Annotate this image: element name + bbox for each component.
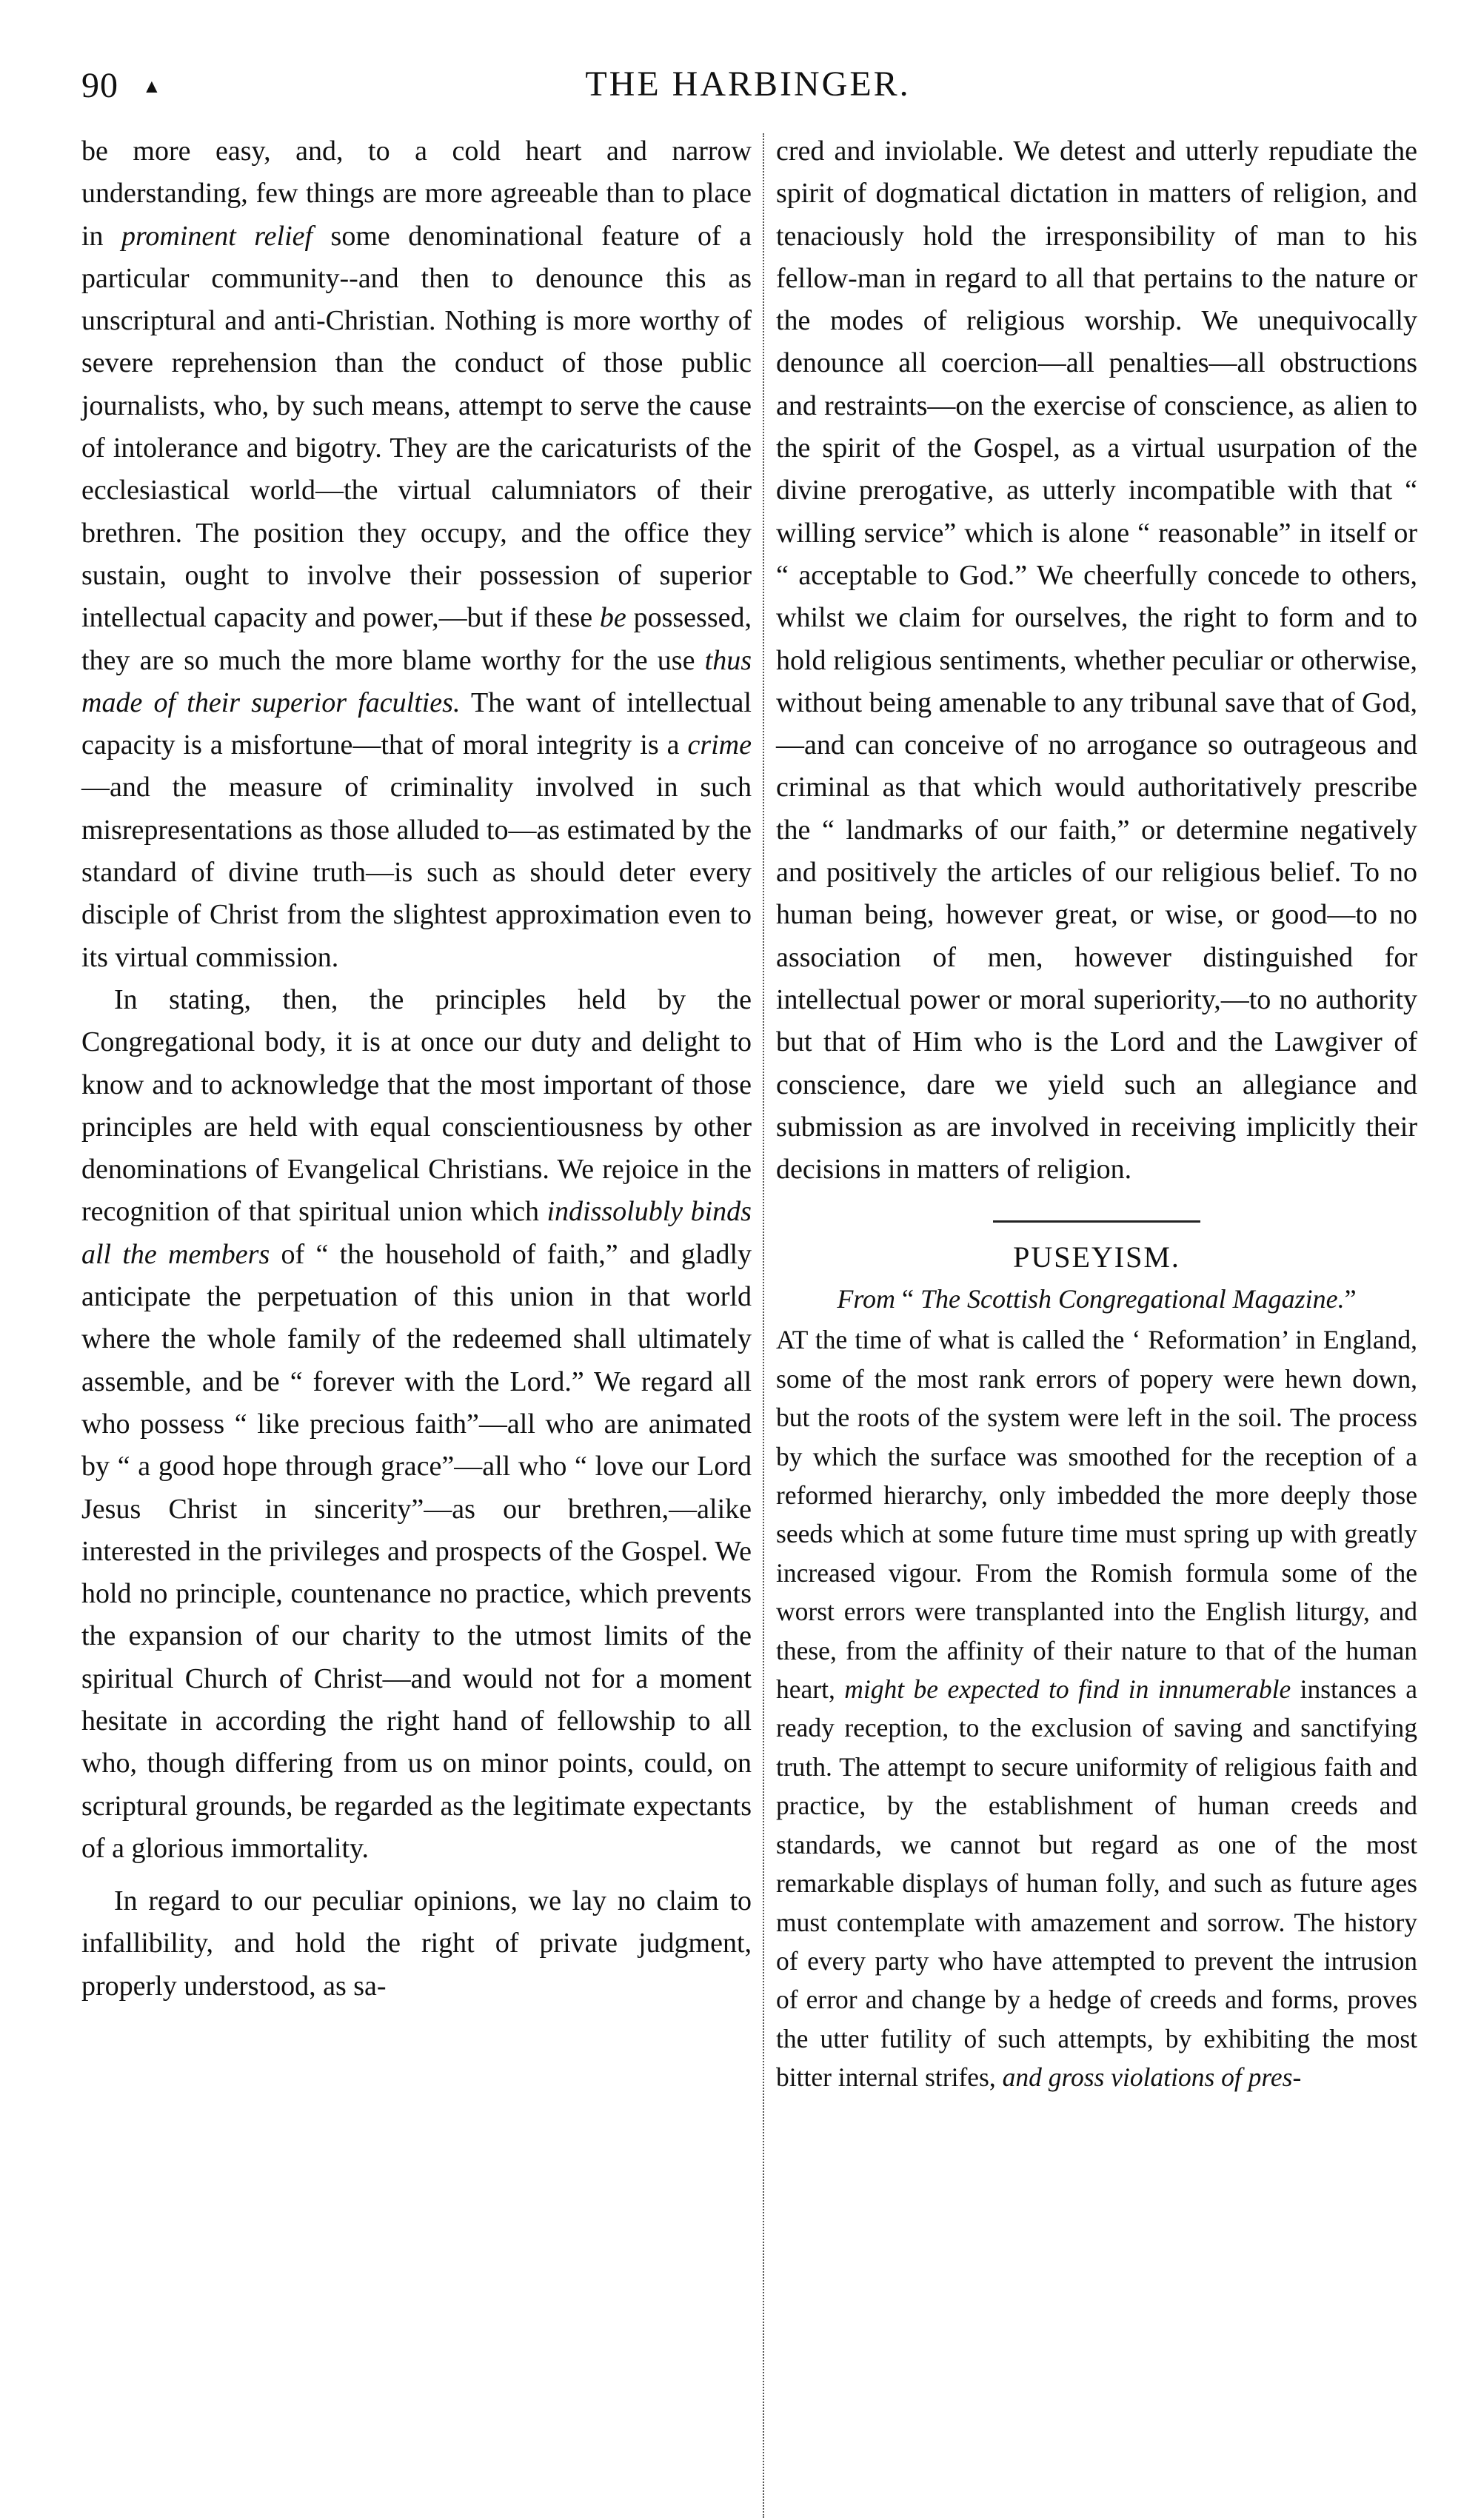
italic-run: might be expected to find in innumerable (844, 1674, 1291, 1705)
text-run: be more easy, and, to a cold heart and narrow understanding, few things are more agreeable than to place in (81, 136, 752, 252)
right-column (776, 130, 1417, 2500)
text-run: —and the measure of criminality involved in such misrepresentations as those alluded to—as estimated by the standard of divine truth—is such as should deter every disciple of Christ from the slightest approximation even to its virtual commission. (81, 772, 752, 973)
italic-run: and gross violations of pres- (1002, 2062, 1302, 2093)
column-divider (763, 133, 764, 2518)
article-source (776, 1278, 1417, 1320)
italic-run: From (837, 1284, 896, 1314)
page-number: 90 (81, 66, 118, 105)
text-run: possessed, they are so much the more blame worthy for the use (81, 602, 752, 676)
text-run: ” (1344, 1284, 1357, 1314)
paragraph-left-2 (81, 979, 752, 1870)
paragraph-right-2 (776, 1320, 1417, 2096)
running-title: THE HARBINGER. (585, 64, 911, 104)
printer-mark: ▲ (142, 76, 161, 97)
italic-run: The Scottish Congregational Magazine. (920, 1284, 1345, 1314)
page-header (81, 58, 1414, 124)
paragraph-left-1 (81, 130, 752, 979)
text-run: of “ the household of faith,” and gladly anticipate the perpetuation of this union in that world where the whole family of the redeemed shall ultimately assemble, and be “ forever with the Lord.” We regard all who possess “ like precious faith”—all who are animated by “ a good hope through grace”—all who “ love our Lord Jesus Christ in sincerity”—as our brethren,—alike interested in the privileges and prospects of the Gospel. We hold no principle, countenance no practice, which prevents the expansion of our charity to the utmost limits of the spiritual Church of Christ—and would not for a moment hesitate in according the right hand of fellowship to all who, though differing from us on minor points, could, on scriptural grounds, be regarded as the legitimate expectants of a glorious immortality. (81, 1238, 752, 1864)
section-title: PUSEYISM. (1013, 1240, 1180, 1274)
text-run: “ (895, 1284, 920, 1314)
section-divider-rule (993, 1220, 1200, 1223)
paragraph-right-1 (776, 130, 1417, 1191)
text-run: AT the time of what is called the ‘ Reformation’ in England, some of the most rank errors of popery were hewn down, but the roots of the system were left in the soil. The process by which the surface was smoothed for the reception of a reformed hierarchy, only imbedded the more deeply those seeds which at some future time must spring up with greatly increased vigour. From the Romish formula some of the worst errors were transplanted into the English liturgy, and these, from the affinity of their nature to that of the human heart, (776, 1325, 1417, 1705)
text-run: cred and inviolable. We detest and utterly repudiate the spirit of dogmatical dictation in matters of religion, and tenaciously hold the irresponsibility of man to his fellow-man in regard to all that pertains to the nature or the modes of religious worship. We unequivocally denounce all coercion—all penalties—all obstructions and restraints—on the exercise of conscience, as alien to the spirit of the Gospel, as a virtual usurpation of the divine prerogative, as utterly incompatible with that “ willing service” which is alone “ reasonable” in itself or “ acceptable to God.” We cheerfully concede to others, whilst we claim for ourselves, the right to form and to hold religious sentiments, whether peculiar or otherwise, without being amenable to any tribunal save that of God,—and can conceive of no arrogance so outrageous and criminal as that which would authoritatively prescribe the “ landmarks of our faith,” or determine negatively and positively the articles of our religious belief. To no human being, however great, or wise, or good—to no association of men, however distinguished for intellectual power or moral superiority,—to no authority but that of Him who is the Lord and the Lawgiver of conscience, dare we yield such an allegiance and submission as are involved in receiving implicitly their decisions in matters of religion. (776, 136, 1417, 1186)
text-run: In stating, then, the principles held by the Congregational body, it is at once our duty and delight to know and to acknowledge that the most important of those principles are held with equal conscientiousness by other denominations of Evangelical Christians. We rejoice in the recognition of that spiritual union which (81, 983, 752, 1228)
text-run: The want of intellectual capacity is a misfortune—that of moral integrity is a (81, 686, 752, 761)
italic-run: be (599, 602, 626, 634)
text-run: instances a ready reception, to the exclusion of saving and sanctifying truth. The attempt to secure uniformity of religious faith and practice, by the establishment of human creeds and standards, we cannot but regard as one of the most remarkable displays of human folly, and such as future ages must contemplate with amazement and sorrow. The history of every party who have attempted to prevent the intrusion of error and change by a hedge of creeds and forms, proves the utter futility of such attempts, by exhibiting the most bitter internal strifes, (776, 1674, 1417, 2093)
italic-run: indissolubly binds all the members (81, 1196, 752, 1270)
text-run: In regard to our peculiar opinions, we lay no claim to infallibility, and hold the right of private judgment, properly understood, as sa- (81, 1885, 752, 2002)
italic-run: thus made of their superior faculties. (81, 644, 752, 718)
italic-run: prominent relief (121, 220, 313, 252)
italic-run: crime (687, 729, 752, 761)
left-column (81, 130, 752, 2500)
text-run: some denominational feature of a particular community--and then to denounce this as unscriptural and anti-Christian. Nothing is more worthy of severe reprehension than the conduct of those public journalists, who, by such means, attempt to serve the cause of intolerance and bigotry. They are the caricaturists of the ecclesiastical world—the virtual calumniators of their brethren. The position they occupy, and the office they sustain, ought to involve their possession of superior intellectual capacity and power,—but if these (81, 220, 752, 634)
paragraph-left-3 (81, 1880, 752, 2008)
